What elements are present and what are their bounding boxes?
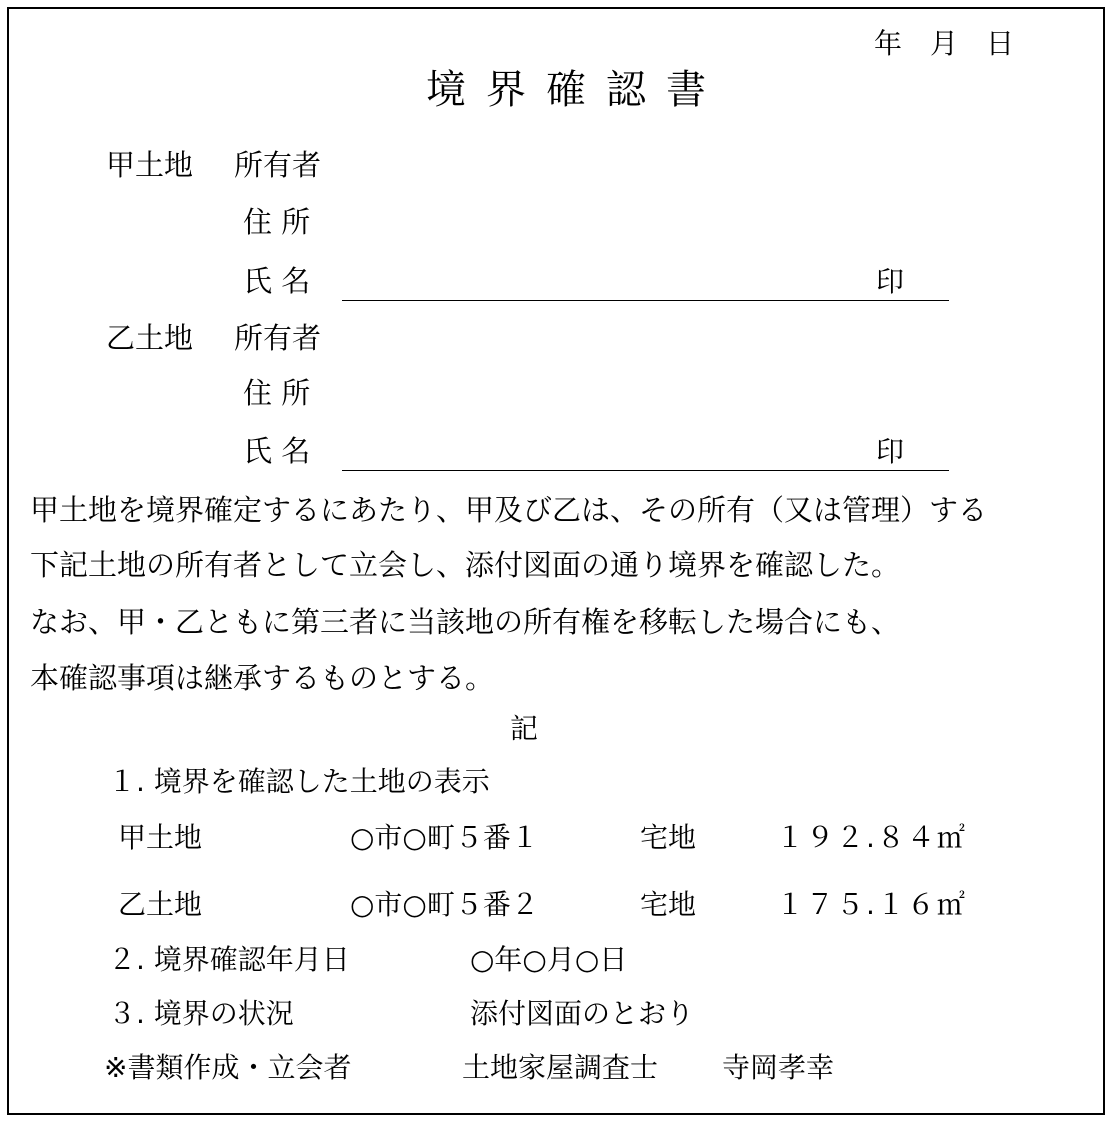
date-label: 年 月 日 [874, 27, 1015, 60]
document-title: 境界確認書 [426, 67, 726, 113]
body-line: 本確認事項は継承するものとする。 [30, 661, 495, 695]
land-row-b-category: 宅地 [640, 888, 697, 921]
party-a-name-label: 氏 名 [243, 264, 311, 298]
party-a-land-label: 甲土地 [106, 148, 194, 182]
land-row-a-category: 宅地 [640, 821, 697, 854]
item3-label: ３. 境界の状況 [108, 997, 294, 1030]
note-label: ※書類作成・立会者 [104, 1051, 352, 1084]
note-person: 寺岡孝幸 [722, 1051, 835, 1084]
land-row-a-location: ○市○町５番１ [350, 821, 539, 854]
party-a-address-label: 住 所 [243, 205, 311, 239]
land-row-a-name: 甲土地 [118, 821, 203, 854]
party-a-signature-line [342, 300, 949, 301]
party-b-seal-label: 印 [876, 435, 905, 468]
item1-heading: １. 境界を確認した土地の表示 [108, 765, 490, 798]
party-a-seal-label: 印 [876, 265, 905, 298]
note-role: 土地家屋調査士 [462, 1051, 659, 1084]
item2-value: ○年○月○日 [470, 943, 628, 976]
party-b-name-label: 氏 名 [243, 434, 311, 468]
party-b-owner-label: 所有者 [234, 321, 322, 355]
land-row-b-location: ○市○町５番２ [350, 888, 539, 921]
party-b-address-label: 住 所 [243, 376, 311, 410]
body-line: 下記土地の所有者として立会し、添付図面の通り境界を確認した。 [30, 548, 901, 582]
body-line: なお、甲・乙ともに第三者に当該地の所有権を移転した場合にも、 [30, 605, 901, 639]
party-b-signature-line [342, 470, 949, 471]
item3-value: 添付図面のとおり [470, 997, 695, 1030]
land-row-a-area: １９２.８４㎡ [776, 821, 967, 854]
land-row-b-name: 乙土地 [118, 888, 203, 921]
land-row-b-area: １７５.１６㎡ [776, 888, 967, 921]
party-b-land-label: 乙土地 [106, 321, 194, 355]
ki-heading: 記 [510, 712, 539, 745]
body-line: 甲土地を境界確定するにあたり、甲及び乙は、その所有（又は管理）する [30, 493, 988, 527]
party-a-owner-label: 所有者 [234, 148, 322, 182]
item2-label: ２. 境界確認年月日 [108, 943, 350, 976]
